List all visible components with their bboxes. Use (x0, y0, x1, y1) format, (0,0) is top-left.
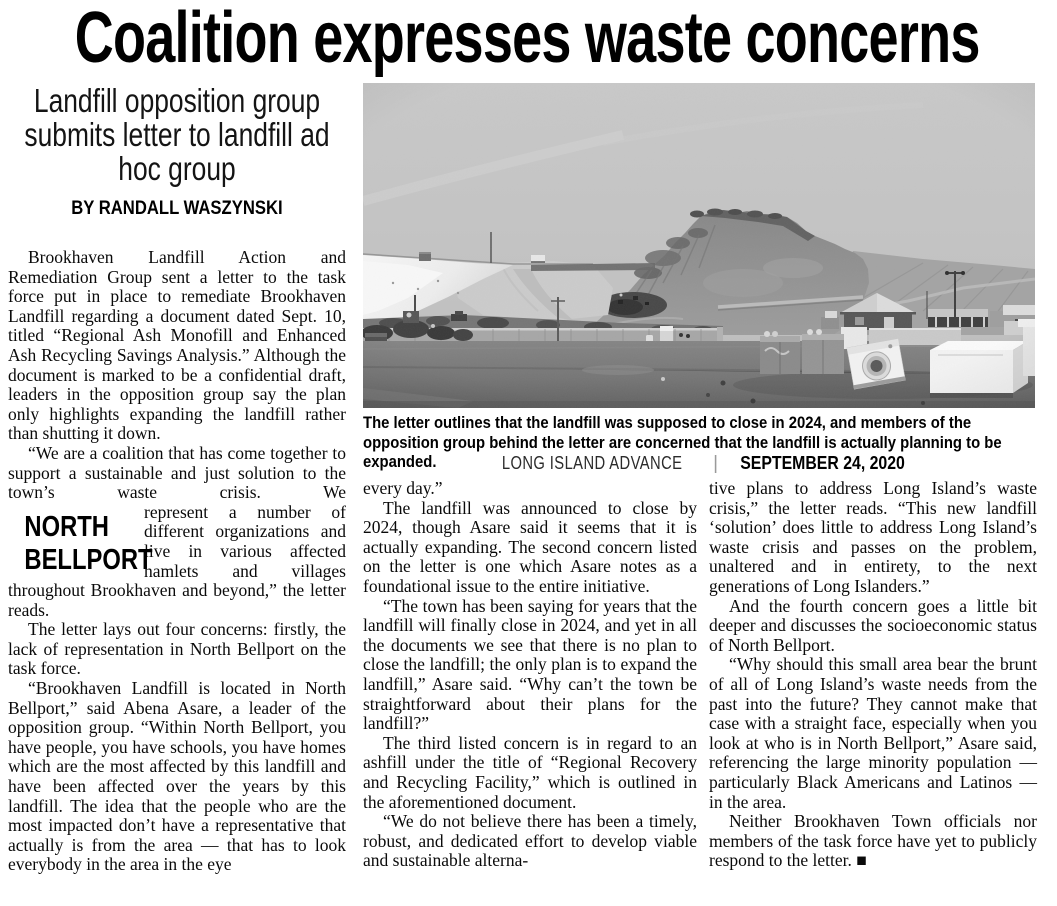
subheadline-line: Landfill opposition group (33, 82, 321, 119)
article-paragraph: The landfill was announced to close by 2024, though Asare said it seems that it is actually expanding. The second concern listed on the letter is one which Asare notes as a foundational issue to the entire initiative. (363, 497, 697, 596)
landfill-photo (363, 83, 1035, 408)
photo-credit-line (363, 454, 1035, 474)
article-paragraph: The third listed concern is in regard to an ashfill under the title of “Regional Recovery and Recycling Facility,” which is outlined in the aforementioned document. (363, 732, 697, 812)
subheadline (8, 84, 346, 186)
headline-text: Coalition expresses waste concerns (74, 0, 980, 78)
article-paragraph: “We do not believe there has been a timely, robust, and dedicated effort to develop viable and sustainable alterna- (363, 811, 697, 871)
subheadline-line: hoc group (118, 150, 236, 187)
headline (0, 0, 1057, 78)
article-paragraph: “We are a coalition that has come together to support a sustainable and just solution to the town’s waste crisis. We rep NORTH BELLPORT resent a number of different organizations and live in various affected hamlets and villages throughout Brookhaven and beyond,” the letter reads. (8, 442, 346, 620)
photo-caption-text: The letter outlines that the landfill was supposed to close in 2024, and members of the opposition group behind the letter are concerned that the landfill is actually planning to be expanded. (363, 414, 1002, 471)
byline-text: BY RANDALL WASZYNSKI (71, 198, 283, 219)
article-paragraph: The letter lays out four concerns: firstly, the lack of representation in North Bellport on the task force. (8, 619, 346, 679)
middle-column-text (363, 479, 697, 871)
article-paragraph: Brookhaven Landfill Action and Remediation Group sent a letter to the task force put in place to remediate Brookhaven Landfill regarding a document dated Sept. 10, titled “Regional Ash Monofill and Enhanced Ash Recycling Savings Analysis.” Although the document is marked to be a confidential draft, leaders in the opposition group say the plan only highlights expanding the landfill rather than shutting it down. (8, 247, 346, 444)
article-paragraph: Neither Brookhaven Town officials nor members of the task force have yet to publicly respond to the letter. ■ (709, 811, 1037, 871)
location-tag: NORTH BELLPORT (24, 510, 153, 576)
publication-date: SEPTEMBER 24, 2020 (740, 453, 905, 473)
article-paragraph: “Brookhaven Landfill is located in North Bellport,” said Abena Asare, a leader of the opposition group. “Within North Bellport, you have people, you have schools, you have homes which are the most affected by this landfill and have been affected over the years by this landfill. The idea that the people who are the most impacted don’t have a representative that actually is from the area — that has to look everybody in the area in the eye (8, 678, 346, 875)
article-photo-block (363, 83, 1035, 474)
left-column (8, 84, 346, 875)
credit-separator: | (713, 452, 719, 474)
article-paragraph: every day.” (363, 478, 443, 498)
left-column-text (8, 248, 346, 875)
right-column-text (709, 479, 1037, 871)
byline (8, 198, 346, 220)
article-paragraph: “Why should this small area bear the brunt of all of Long Island’s waste needs from the past into the future? They cannot make that case with a straight face, especially when you look at who is in North Bellport,” Asare said, referencing the large minority population — particularly Black Americans and Latinos — in the area. (709, 654, 1037, 812)
publication-name: LONG ISLAND ADVANCE (501, 453, 683, 473)
article-paragraph: “The town has been saying for years that the landfill will finally close in 2024, and yet in all the documents we see that there is no plan to close the landfill; the only plan is to expand the landfill,” Asare said. “Why can’t the town be straightforward about their plans for the landfill?” (363, 595, 697, 734)
article-paragraph: tive plans to address Long Island’s waste crisis,” the letter reads. “This new landfill ‘solution’ does little to address Long Island’s waste crisis and passes on the problem, unaltered and in entirety, to the next generations of Long Islanders.” (709, 478, 1037, 596)
article-paragraph: And the fourth concern goes a little bit deeper and discusses the socioeconomic status of North Bellport. (709, 595, 1037, 655)
subheadline-line: submits letter to landfill ad (24, 116, 330, 153)
